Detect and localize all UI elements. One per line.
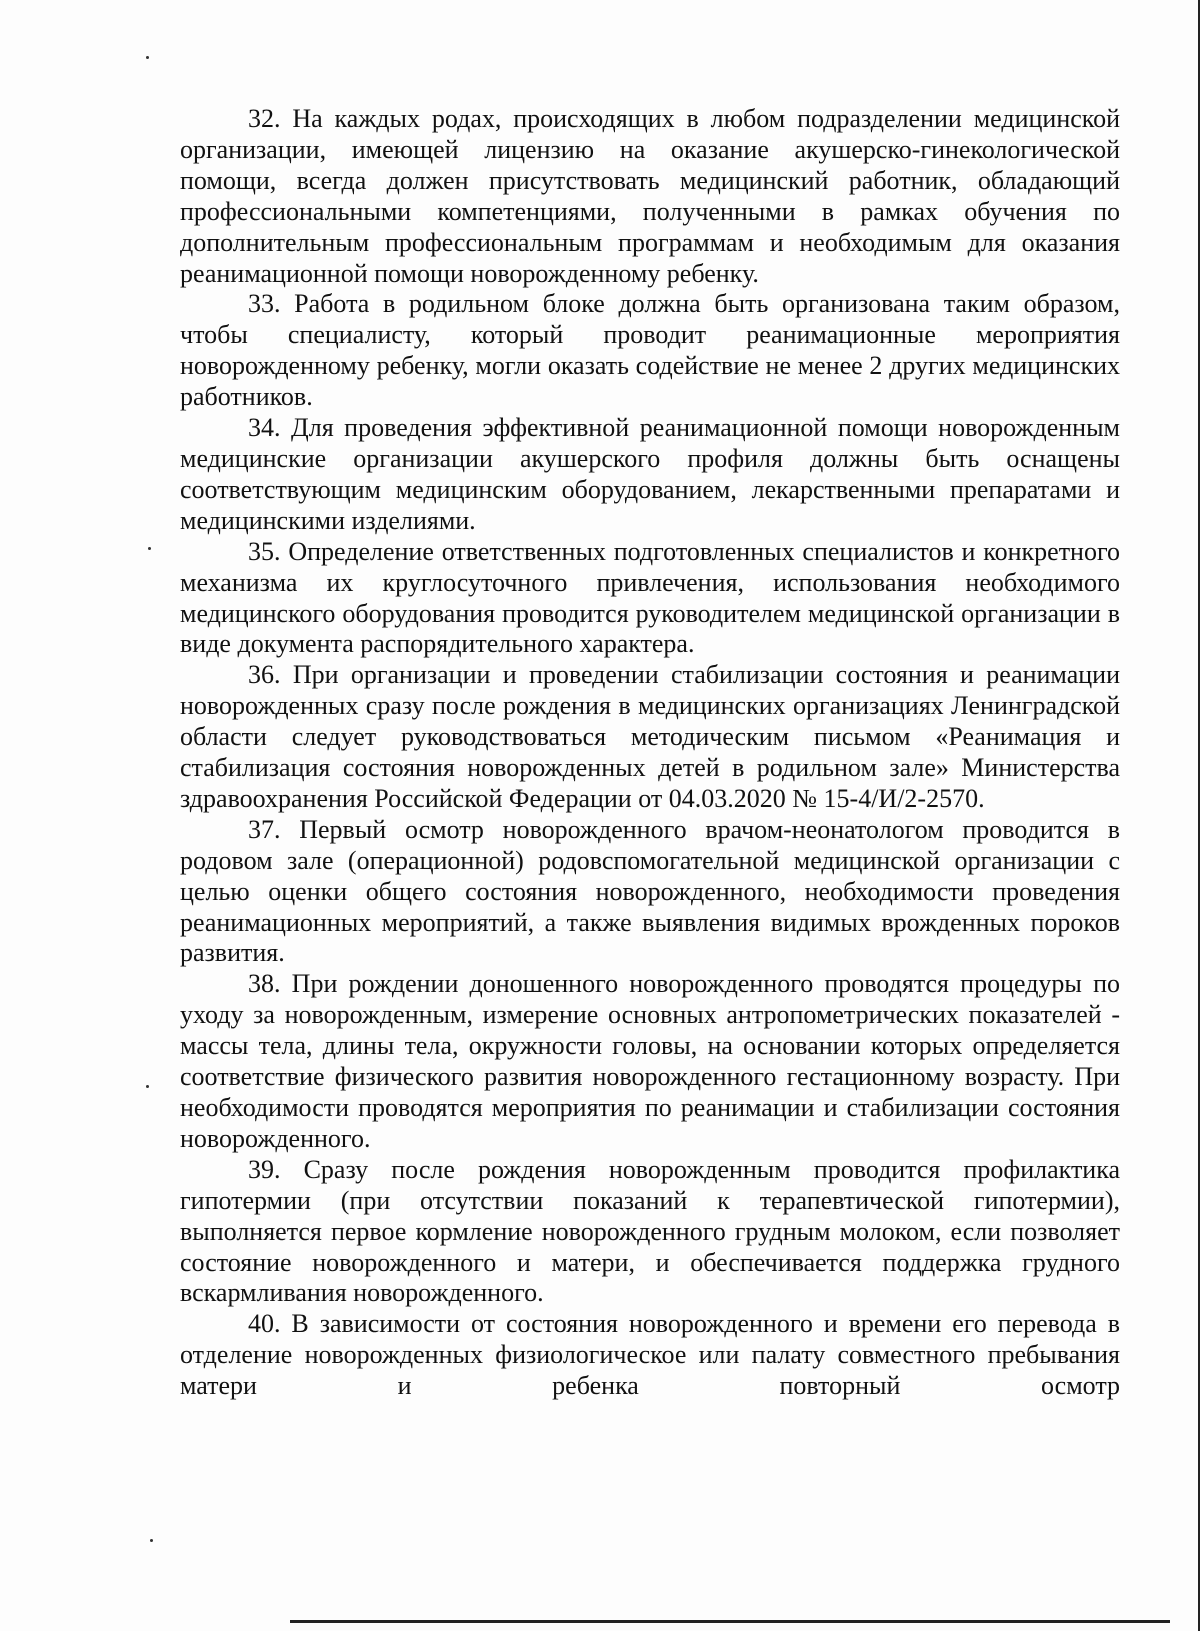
paragraph-33: 33. Работа в родильном блоке должна быть организована таким образом, чтобы специалисту, который проводит реанимационные мероприятия новорожденному ребенку, могли оказать содействие не менее 2 других медицинских работников.	[180, 289, 1120, 412]
paragraph-38: 38. При рождении доношенного новорожденного проводятся процедуры по уходу за новорожденным, измерение основных антропометрических показателей - массы тела, длины тела, окружности головы, на основании которых определяется соответствие физического развития новорожденного гестационному возрасту. При необходимости проводятся мероприятия по реанимации и стабилизации состояния новорожденного.	[180, 969, 1120, 1153]
scan-edge-bottom	[290, 1620, 1170, 1623]
paragraph-40: 40. В зависимости от состояния новорожденного и времени его перевода в отделение новорожденных физиологическое или палату совместного пребывания матери и ребенка повторный осмотр	[180, 1309, 1120, 1401]
scan-speck	[146, 1085, 149, 1088]
paragraph-32: 32. На каждых родах, происходящих в любом подразделении медицинской организации, имеющей лицензию на оказание акушерско-гинекологической помощи, всегда должен присутствовать медицинский работник, обладающий профессиональными компетенциями, полученными в рамках обучения по дополнительным профессиональным программам и необходимым для оказания реанимационной помощи новорожденному ребенку.	[180, 104, 1120, 288]
scan-speck	[150, 1539, 153, 1542]
scan-speck	[146, 56, 149, 59]
paragraph-35: 35. Определение ответственных подготовленных специалистов и конкретного механизма их круглосуточного привлечения, использования необходимого медицинского оборудования проводится руководителем медицинской организации в виде документа распорядительного характера.	[180, 536, 1120, 659]
paragraph-36: 36. При организации и проведении стабилизации состояния и реанимации новорожденных сразу после рождения в медицинских организациях Ленинградской области следует руководствоваться методическим письмом «Реанимация и стабилизация состояния новорожденных детей в родильном зале» Министерства здравоохранения Российской Федерации от 04.03.2020 № 15-4/И/2-2570.	[180, 660, 1120, 813]
paragraph-39: 39. Сразу после рождения новорожденным проводится профилактика гипотермии (при отсутствии показаний к терапевтической гипотермии), выполняется первое кормление новорожденного грудным молоком, если позволяет состояние новорожденного и матери, и обеспечивается поддержка грудного вскармливания новорожденного.	[180, 1154, 1120, 1308]
scan-speck	[148, 547, 151, 550]
document-body	[180, 104, 1120, 1402]
paragraph-37: 37. Первый осмотр новорожденного врачом-неонатологом проводится в родовом зале (операционной) родовспомогательной медицинской организации с целью оценки общего состояния новорожденного, необходимости проведения реанимационных мероприятий, а также выявления видимых врожденных пороков развития.	[180, 814, 1120, 968]
paragraph-34: 34. Для проведения эффективной реанимационной помощи новорожденным медицинские организации акушерского профиля должны быть оснащены соответствующим медицинским оборудованием, лекарственными препаратами и медицинскими изделиями.	[180, 413, 1120, 535]
